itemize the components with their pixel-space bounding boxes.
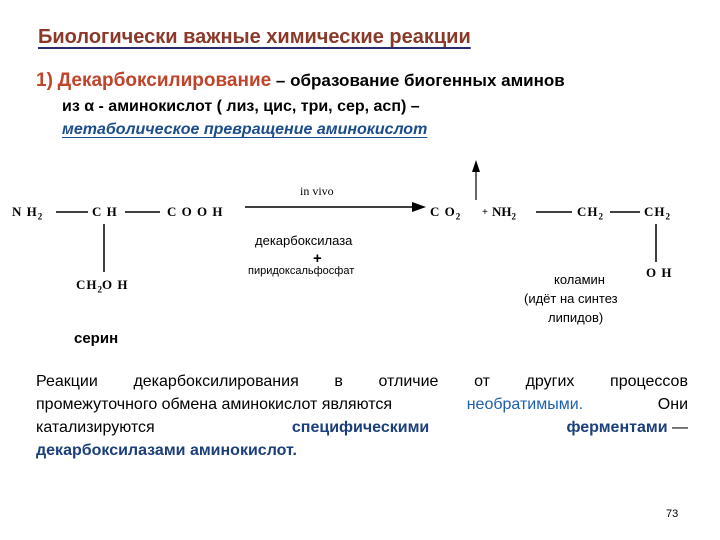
- enzymes-term-group: [566, 416, 688, 439]
- paragraph-word: Реакции: [36, 373, 98, 390]
- enzyme-name: декарбоксилаза: [255, 233, 353, 248]
- explanation-paragraph: [36, 370, 688, 462]
- point-line-2: из α - аминокислот ( лиз, цис, три, сер, асп) –: [62, 98, 420, 115]
- paragraph-line-4: [36, 439, 688, 462]
- point-description: – образование биогенных аминов: [275, 71, 565, 90]
- decarboxylases-term: декарбоксилазами аминокислот.: [36, 442, 297, 459]
- paragraph-text: промежуточного обмена аминокислот являются: [36, 396, 393, 413]
- reactant-name: серин: [74, 330, 119, 347]
- product-ch2-second: $CH_2$: [644, 204, 670, 222]
- dash: —: [671, 419, 688, 436]
- reaction-arrow-head: [412, 202, 426, 212]
- plus-sign: +: [313, 250, 322, 267]
- paragraph-word: отличие: [378, 373, 439, 390]
- paragraph-word: от: [474, 373, 490, 390]
- paragraph-text: катализируются: [36, 419, 155, 436]
- condition-in-vivo: in vivo: [300, 184, 334, 198]
- paragraph-word: в: [334, 373, 343, 390]
- paragraph-text: Они: [657, 396, 688, 413]
- slide-title: Биологически важные химические реакции: [38, 26, 471, 48]
- page-number: 73: [666, 508, 679, 520]
- reactant-carboxyl-group: C O O H: [167, 204, 224, 219]
- product-amino-group: $NH_2$: [492, 204, 516, 222]
- point-link-text: метаболическое превращение аминокислот: [62, 121, 428, 138]
- specific-term: специфическими: [291, 419, 430, 436]
- co2-release-arrow-head: [472, 160, 480, 172]
- paragraph-word: процессов: [610, 373, 688, 390]
- product-plus-sign: +: [482, 207, 488, 218]
- reactant-amino-group: N $H_2$: [12, 204, 43, 222]
- paragraph-line-1: [36, 370, 688, 393]
- product-name: коламин: [554, 272, 605, 287]
- product-hydroxyl-group: O H: [646, 265, 673, 280]
- point-heading: Декарбоксилирование: [57, 70, 272, 91]
- enzymes-term: ферментами: [566, 419, 668, 436]
- cofactor-name: пиридоксальфосфат: [248, 265, 355, 277]
- irreversible-term: необратимыми.: [466, 396, 584, 413]
- paragraph-word: декарбоксилирования: [133, 373, 299, 390]
- reactant-alpha-carbon: C H: [92, 204, 118, 219]
- paragraph-line-3: [36, 416, 688, 439]
- paragraph-word: других: [525, 373, 575, 390]
- product-note-line-1: (идёт на синтез: [524, 291, 618, 306]
- paragraph-line-2: [36, 393, 688, 416]
- product-ch2-first: $CH_2$: [577, 204, 603, 222]
- point-number: 1): [36, 70, 53, 91]
- reactant-side-chain: $CH_2O$ H: [76, 277, 129, 295]
- product-note-line-2: липидов): [548, 310, 604, 325]
- product-carbon-dioxide: C $O_2$: [430, 204, 461, 222]
